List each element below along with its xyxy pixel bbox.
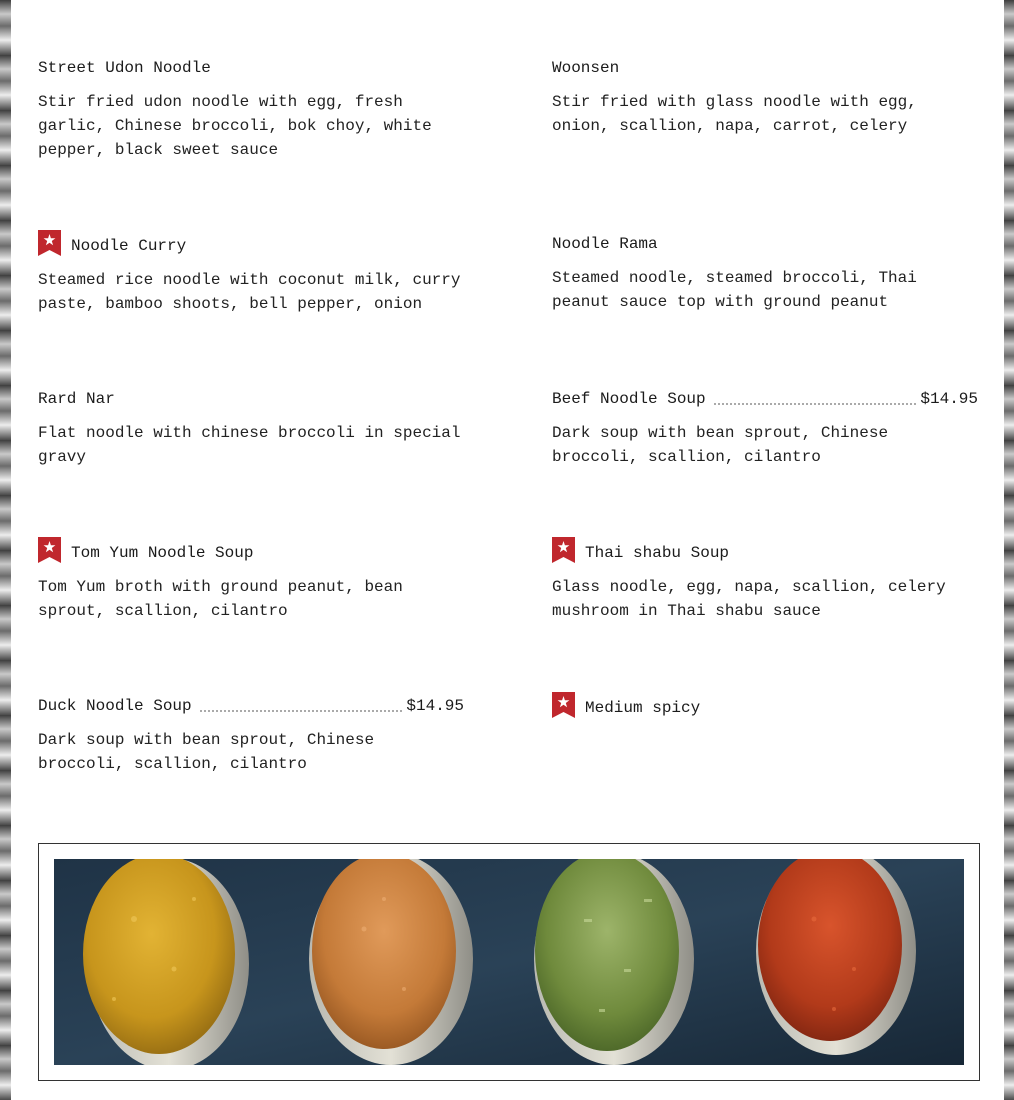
background-texture-right: [1004, 0, 1014, 1100]
spicy-flag-icon: [38, 537, 61, 563]
menu-item-price: $14.95: [406, 697, 464, 715]
spicy-flag-icon: [552, 537, 575, 563]
menu-item-name: Tom Yum Noodle Soup: [71, 544, 254, 562]
menu-item-header: [552, 228, 978, 254]
menu-item-description: Dark soup with bean sprout, Chinese broccoli, scallion, cilantro: [38, 731, 375, 773]
price-leader-dots: [714, 403, 917, 405]
spicy-legend-label: Medium spicy: [585, 699, 701, 717]
menu-item-description: Glass noodle, egg, napa, scallion, celery mushroom in Thai shabu sauce: [552, 578, 946, 620]
menu-item-description: Flat noodle with chinese broccoli in special gravy: [38, 424, 461, 466]
spicy-flag-icon: [552, 692, 575, 718]
menu-item-header: [38, 52, 464, 78]
menu-item-header: [38, 537, 464, 563]
menu-item: [552, 383, 978, 469]
menu-item-header: [552, 52, 978, 78]
spice-spoons-photo: [54, 859, 964, 1065]
menu-item-description: Stir fried udon noodle with egg, fresh garlic, Chinese broccoli, bok choy, white pepper, black sweet sauce: [38, 93, 432, 159]
menu-item-header: [552, 383, 978, 409]
menu-item-header: [38, 690, 464, 716]
menu-item-header: [552, 537, 978, 563]
menu-item-name: Noodle Curry: [71, 237, 187, 255]
menu-item: [552, 52, 978, 138]
menu-item-name: Thai shabu Soup: [585, 544, 730, 562]
menu-item-header: [38, 383, 464, 409]
menu-item-description: Dark soup with bean sprout, Chinese broccoli, scallion, cilantro: [552, 424, 889, 466]
spicy-legend-header: [552, 692, 978, 718]
menu-item-name: Street Udon Noodle: [38, 59, 211, 77]
menu-item-name: Woonsen: [552, 59, 620, 77]
menu-item-name: Rard Nar: [38, 390, 115, 408]
spicy-legend: [552, 692, 978, 718]
menu-page: [11, 0, 1004, 1100]
menu-item: [552, 537, 978, 623]
menu-item-description: Steamed noodle, steamed broccoli, Thai peanut sauce top with ground peanut: [552, 269, 917, 311]
menu-item-header: [38, 230, 464, 256]
menu-item-description: Steamed rice noodle with coconut milk, curry paste, bamboo shoots, bell pepper, onion: [38, 271, 461, 313]
menu-item-description: Stir fried with glass noodle with egg, onion, scallion, napa, carrot, celery: [552, 93, 917, 135]
price-leader-dots: [200, 710, 403, 712]
menu-item: [38, 690, 464, 776]
background-texture-left: [0, 0, 11, 1100]
spice-photo-frame: [38, 843, 980, 1081]
menu-item-name: Beef Noodle Soup: [552, 390, 706, 408]
menu-item-description: Tom Yum broth with ground peanut, bean sprout, scallion, cilantro: [38, 578, 403, 620]
menu-item-price: $14.95: [920, 390, 978, 408]
menu-item-name: Duck Noodle Soup: [38, 697, 192, 715]
menu-item: [38, 537, 464, 623]
menu-item: [38, 52, 464, 162]
menu-item-name: Noodle Rama: [552, 235, 658, 253]
menu-item: [38, 230, 464, 316]
menu-item: [38, 383, 464, 469]
spicy-flag-icon: [38, 230, 61, 256]
menu-item: [552, 228, 978, 314]
